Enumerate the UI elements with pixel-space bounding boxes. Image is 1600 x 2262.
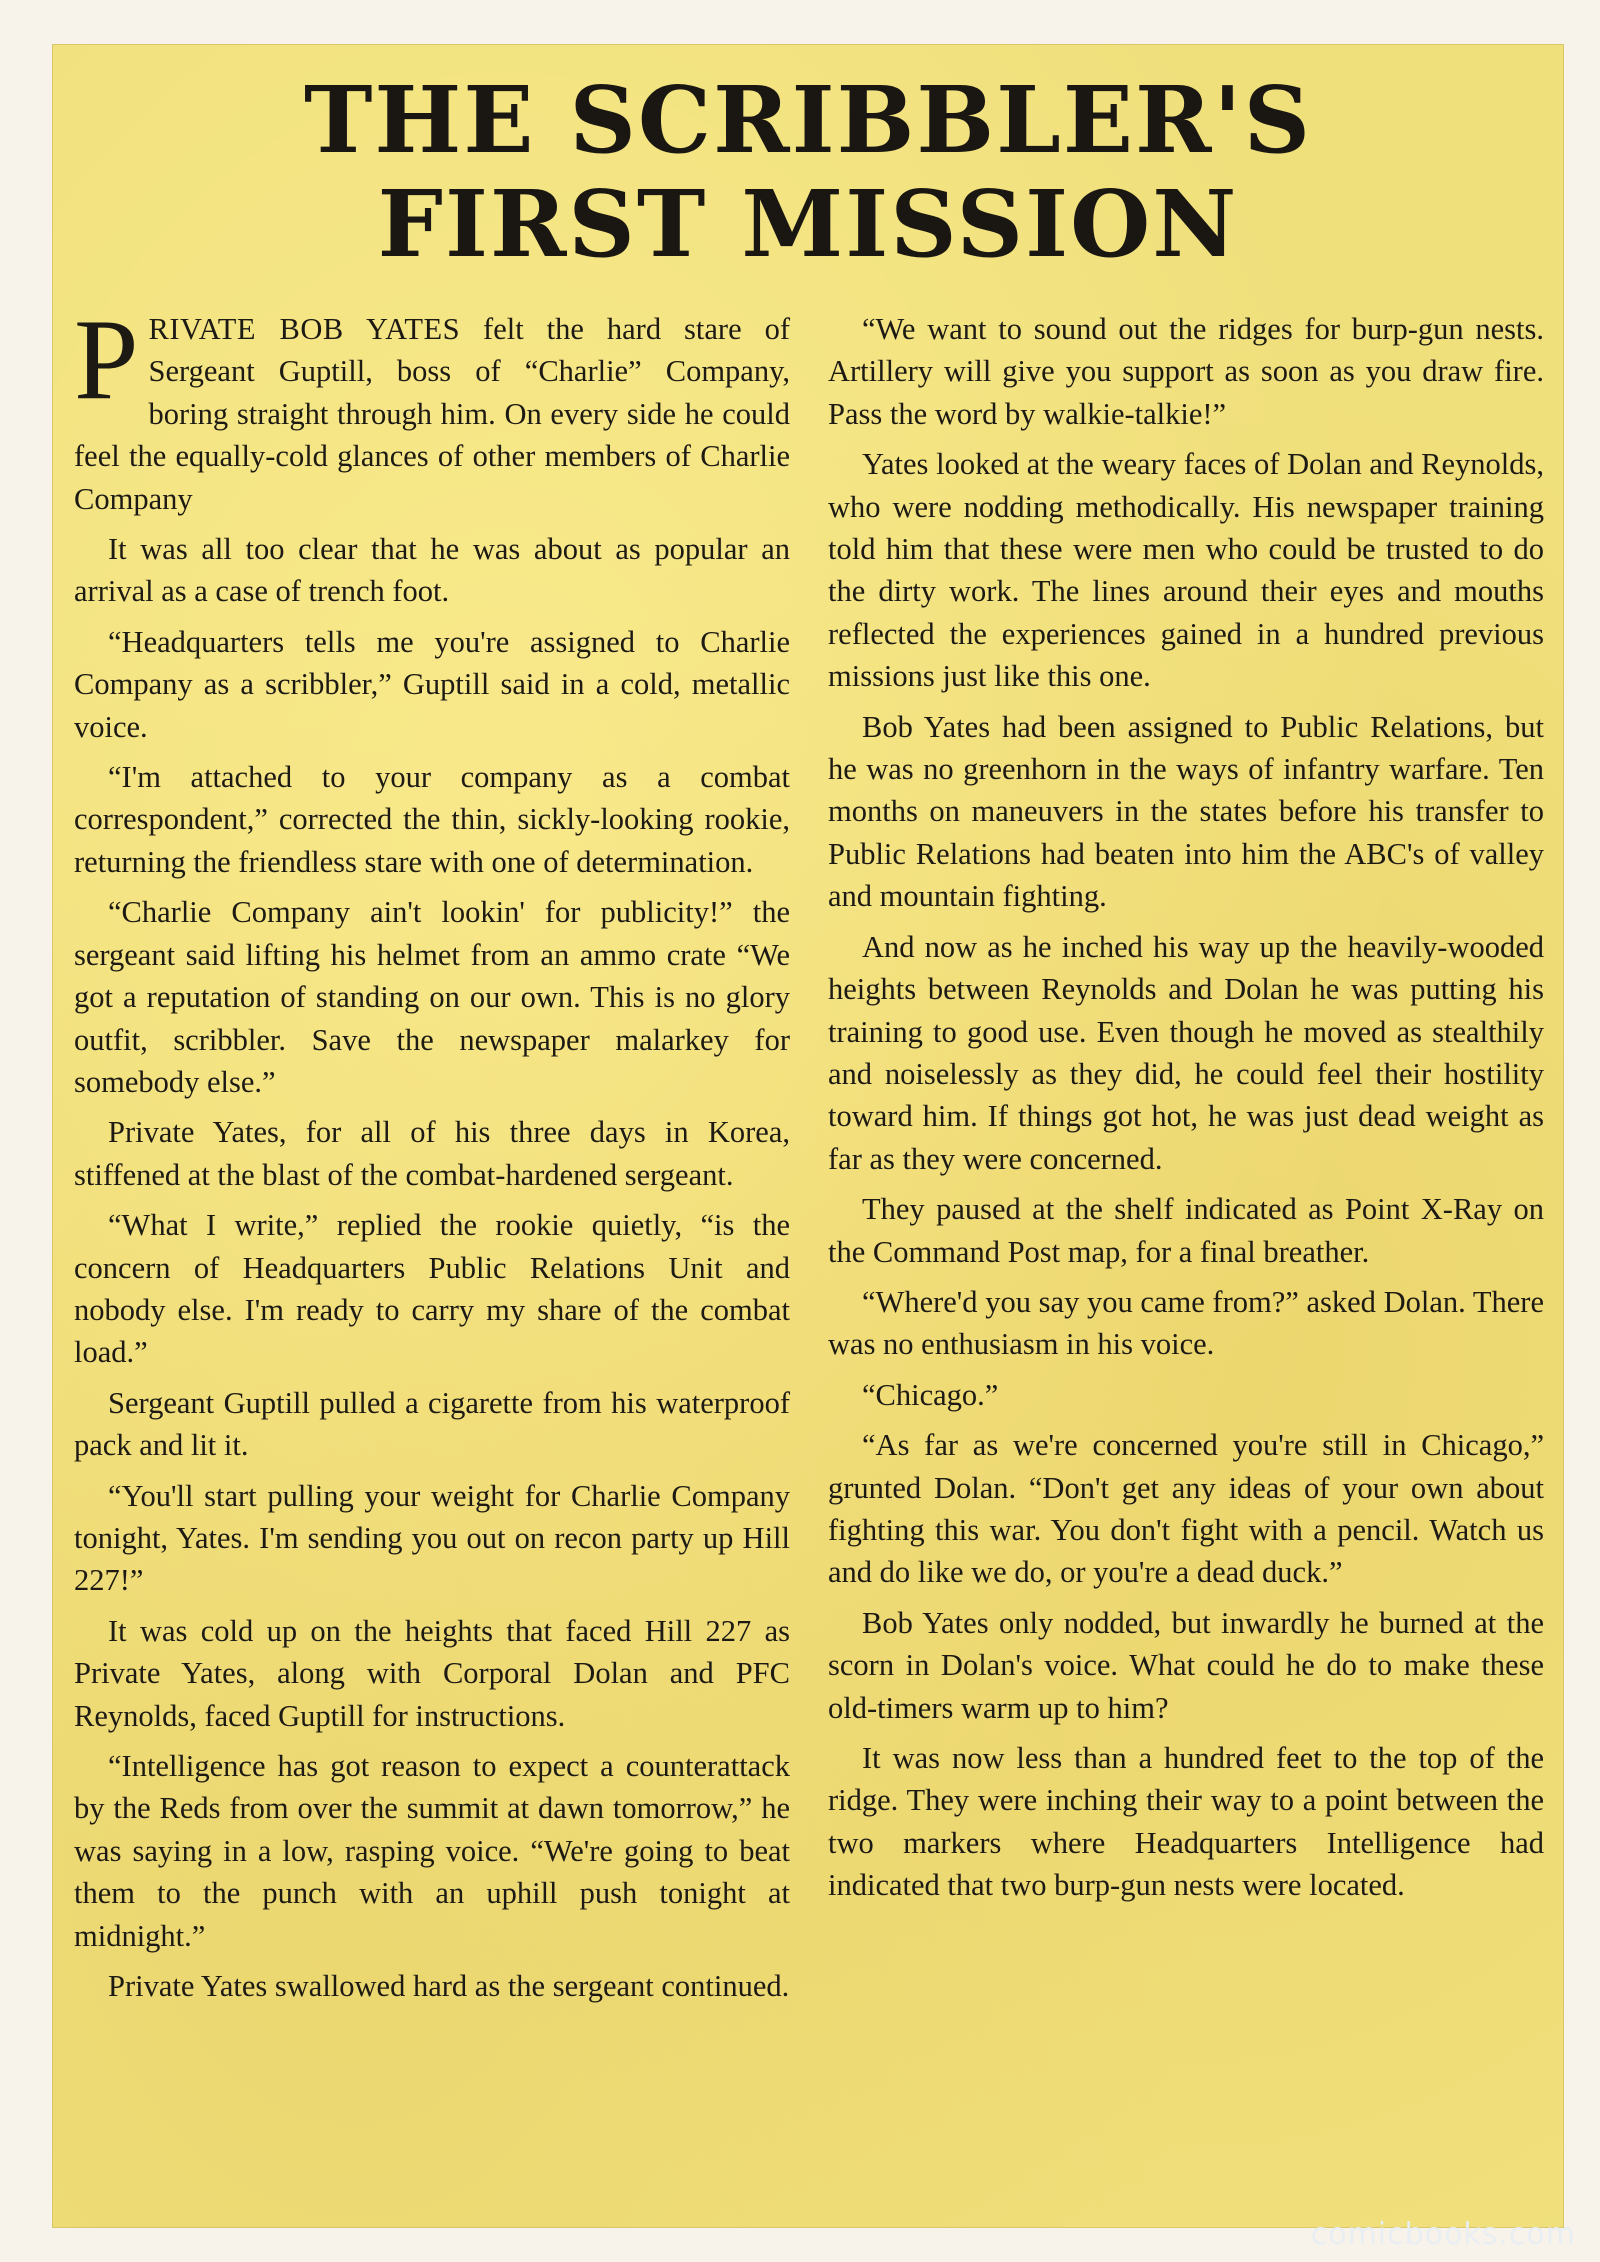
paragraph: Private Yates swallowed hard as the sergeant continued.	[108, 1969, 790, 2004]
title-line-1: THE SCRIBBLER'S	[303, 66, 1313, 174]
paragraph: “Headquarters tells me you're assigned to Charlie Company as a scribbler,” Guptill said in a cold, metallic voice.	[74, 624, 790, 744]
paragraph: “Where'd you say you came from?” asked Dolan. There was no enthusiasm in his voice.	[828, 1284, 1544, 1362]
drop-cap: P	[74, 296, 139, 424]
right-column	[828, 308, 1544, 1915]
paragraph: Bob Yates had been assigned to Public Relations, but he was no greenhorn in the ways of infantry warfare. Ten months on maneuvers in the states before his transfer to Public Relations had beaten into him the ABC's of valley and mountain fighting.	[828, 709, 1544, 914]
paragraph: “I'm attached to your company as a combat correspondent,” corrected the thin, sickly-looking rookie, returning the friendless stare with one of determination.	[74, 760, 790, 879]
lead-in-caps: RIVATE BOB YATES	[148, 312, 461, 346]
paragraph: “Charlie Company ain't lookin' for publicity!” the sergeant said lifting his helmet from an ammo crate “We got a reputation of standing on our own. This is no glory outfit, scribbler. Save the newspaper malarkey for somebody else.”	[74, 895, 790, 1099]
title-line-2: FIRST MISSION	[377, 170, 1239, 278]
paragraph: Private Yates, for all of his three days in Korea, stiffened at the blast of the combat-hardened sergeant.	[74, 1115, 790, 1192]
paragraph: It was now less than a hundred feet to the top of the ridge. They were inching their way to a point between the two markers where Headquarters Intelligence had indicated that two burp-gun nests were located.	[828, 1741, 1544, 1903]
site-watermark: comicbooks.com	[1310, 2217, 1576, 2252]
story-title	[52, 68, 1564, 276]
paragraph: It was cold up on the heights that faced Hill 227 as Private Yates, along with Corporal Dolan and PFC Reynolds, faced Guptill for instructions.	[74, 1613, 790, 1733]
paragraph: And now as he inched his way up the heavily-wooded heights between Reynolds and Dolan he was putting his training to good use. Even though he moved as stealthily and noiselessly as they did, he could feel their hostility toward him. If things got hot, he was just dead weight as far as they were concerned.	[828, 929, 1544, 1176]
paragraph: They paused at the shelf indicated as Point X-Ray on the Command Post map, for a final breather.	[828, 1192, 1544, 1269]
paragraph: Bob Yates only nodded, but inwardly he burned at the scorn in Dolan's voice. What could he do to make these old-timers warm up to him?	[828, 1605, 1544, 1725]
story-page	[52, 44, 1564, 2228]
paragraph: “Intelligence has got reason to expect a counterattack by the Reds from over the summit at dawn tomorrow,” he was saying in a low, rasping voice. “We're going to beat them to the punch with an uphill push tonight at midnight.”	[74, 1749, 790, 1953]
paragraph: Sergeant Guptill pulled a cigarette from his waterproof pack and lit it.	[74, 1385, 790, 1463]
paragraph-text: felt the hard stare of Sergeant Guptill, boss of “Charlie” Company, boring straight through him. On every side he could feel the equally-cold glances of other members of Charlie Company	[74, 312, 790, 516]
paragraph: “What I write,” replied the rookie quietly, “is the concern of Headquarters Public Relations Unit and nobody else. I'm ready to carry my share of the combat load.”	[74, 1208, 790, 1370]
paragraph: “We want to sound out the ridges for burp-gun nests. Artillery will give you support as soon as you draw fire. Pass the word by walkie-talkie!”	[828, 312, 1544, 431]
paragraph: “You'll start pulling your weight for Charlie Company tonight, Yates. I'm sending you out on recon party up Hill 227!”	[74, 1478, 790, 1598]
paragraph	[74, 296, 790, 520]
paragraph: “As far as we're concerned you're still in Chicago,” grunted Dolan. “Don't get any ideas of your own about fighting this war. You don't fight with a pencil. Watch us and do like we do, or you're a dead duck.”	[828, 1428, 1544, 1590]
paragraph: It was all too clear that he was about as popular an arrival as a case of trench foot.	[74, 532, 790, 609]
paragraph: Yates looked at the weary faces of Dolan and Reynolds, who were nodding methodically. His newspaper training told him that these were men who could be trusted to do the dirty work. The lines around their eyes and mouths reflected the experiences gained in a hundred previous missions just like this one.	[828, 447, 1544, 694]
left-column	[74, 296, 790, 2015]
paragraph: “Chicago.”	[862, 1377, 999, 1412]
